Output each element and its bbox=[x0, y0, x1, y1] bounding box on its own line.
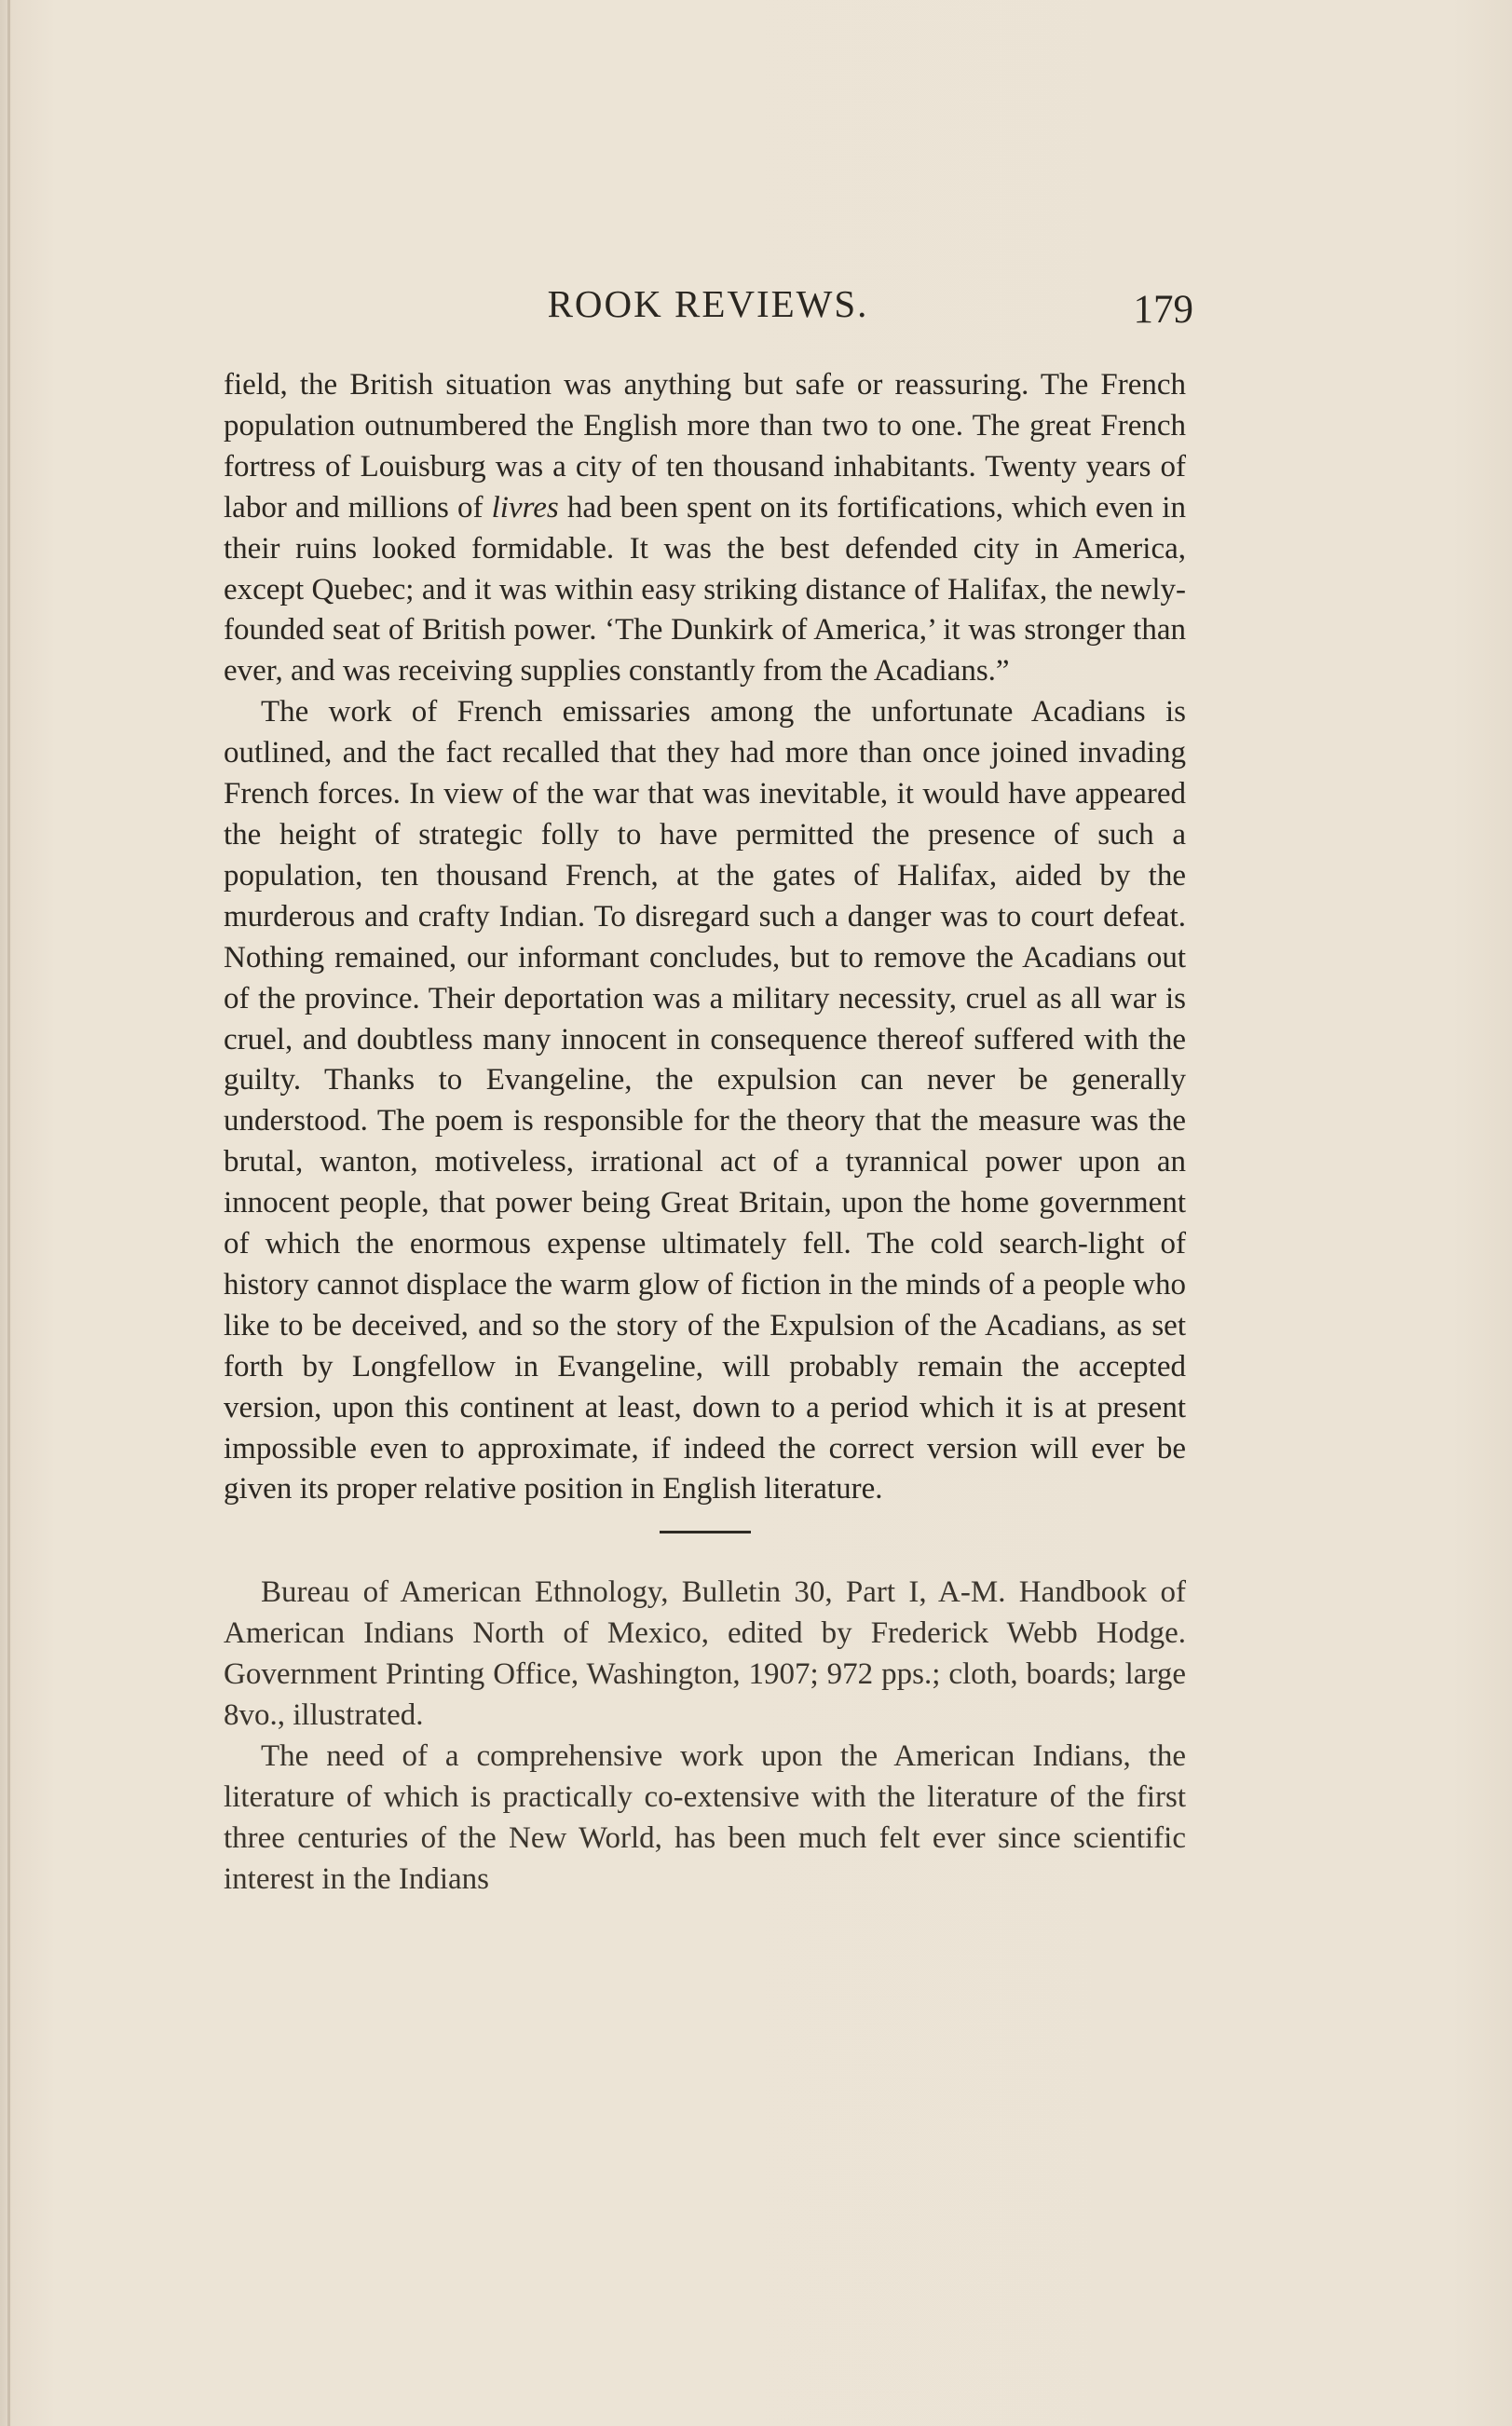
body-text bbox=[224, 365, 1186, 1901]
page-gutter-edge bbox=[7, 0, 10, 2426]
page-header bbox=[224, 281, 1192, 337]
review-section bbox=[224, 1573, 1186, 1900]
article-paragraph-2: The work of French emissaries among the unfortunate Acadians is outlined, and the fact recalled that they had more than once joined invading French forces. In view of the war that was inevitable, it would have appeared the height of strategic folly to have permitted the presence of such a population, ten thousand French, at the gates of Halifax, aided by the murderous and crafty Indian. To disregard such a danger was to court defeat. Nothing remained, our informant concludes, but to remove the Acadians out of the province. Their deportation was a military necessity, cruel as all war is cruel, and doubtless many innocent in consequence thereof suffered with the guilty. Thanks to Evangeline, the expulsion can never be generally understood. The poem is responsible for the theory that the measure was the brutal, wanton, motiveless, irrational act of a tyrannical power upon an innocent people, that power being Great Britain, upon the home government of which the enormous expense ultimately fell. The cold search-light of history cannot displace the warm glow of fiction in the minds of a people who like to be deceived, and so the story of the Expulsion of the Acadians, as set forth by Longfellow in Evangeline, will probably remain the accepted version, upon this continent at least, down to a period which it is at present impossible even to approximate, if indeed the correct version will ever be given its proper relative position in English literature. bbox=[224, 695, 1186, 1506]
italic-livres: livres bbox=[491, 490, 559, 525]
article-paragraph-1-end: had been spent on its fortifications, which even in their ruins looked formidable. It was the best defended city in America, except Quebec; and it was within easy striking distance of Halifax, the newly-founded seat of British power. ‘The Dunkirk of America,’ it was stronger than ever, and was receiving supplies constantly from the Acadians.” bbox=[224, 490, 1186, 688]
page-number: 179 bbox=[1133, 288, 1193, 332]
article-paragraph-1-start: field, the British situation was anything but safe or reassuring. The French population outnumbered the English more than two to one. The great French fortress of Louisburg was a city of ten thousand inhabitants. Twenty years of labor and millions of bbox=[224, 368, 1186, 525]
article-paragraph-1 bbox=[224, 365, 1186, 692]
review-citation: Bureau of American Ethnology, Bulletin 30, Part I, A-M. Handbook of American Indians North of Mexico, edited by Frederick Webb Hodge. Government Printing Office, Washington, 1907; 972 pps.; cloth, boards; large 8vo., illustrated. bbox=[224, 1575, 1186, 1733]
review-paragraph: The need of a comprehensive work upon the American Indians, the literature of which is practically co-extensive with the literature of the first three centuries of the New World, has been much felt ever since scientific interest in the Indians bbox=[224, 1739, 1186, 1896]
running-head: ROOK REVIEWS. bbox=[547, 282, 869, 325]
section-divider bbox=[660, 1531, 751, 1533]
